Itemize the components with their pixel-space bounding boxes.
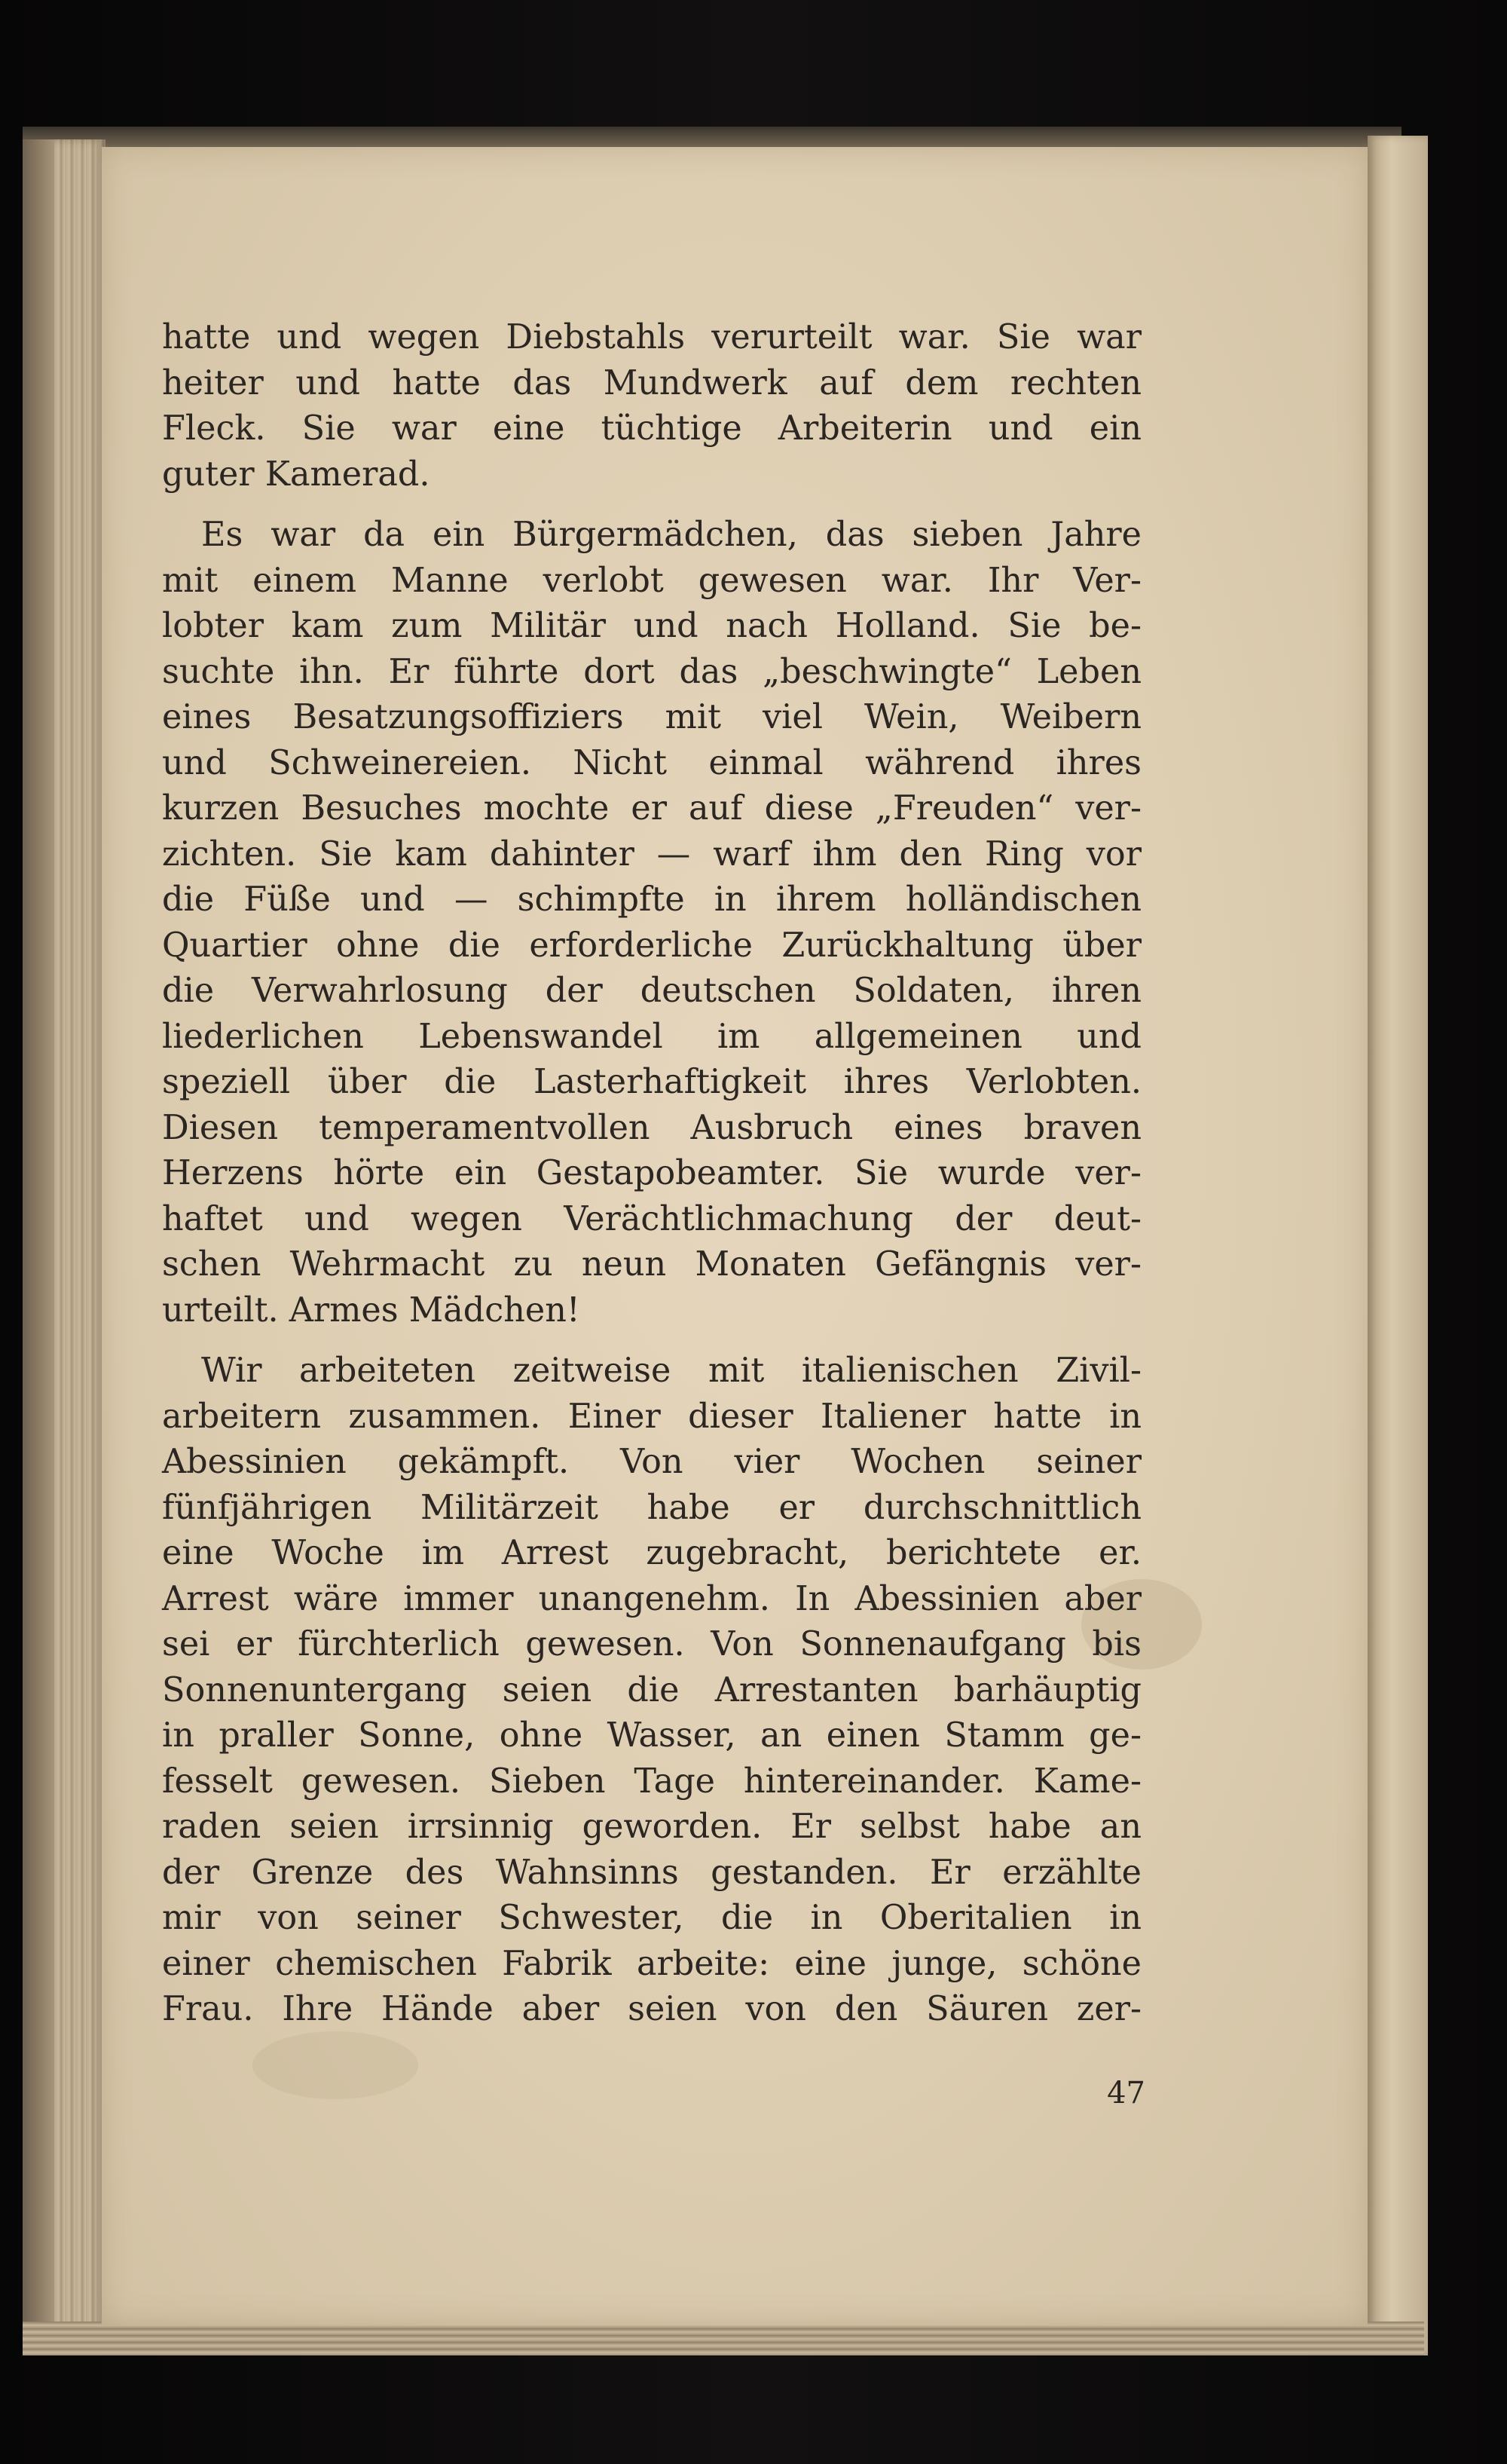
paragraph-gap [162, 497, 1142, 513]
text-line: Wir arbeiteten zeitweise mit italienischen Zivil- [201, 1351, 1142, 1390]
text-line: haftet und wegen Verächtlichmachung der deut- [162, 1199, 1142, 1238]
text-line: heiter und hatte das Mundwerk auf dem rechten [162, 363, 1142, 403]
text-line: Herzens hörte ein Gestapobeamter. Sie wurde ver- [162, 1154, 1142, 1192]
book-left-edge [23, 139, 105, 2348]
text-line: Es war da ein Bürgermädchen, das sieben Jahre [201, 516, 1142, 554]
text-line: Abessinien gekämpft. Von vier Wochen seiner [162, 1443, 1142, 1481]
page-number: 47 [1107, 2076, 1145, 2110]
text-line: eines Besatzungsoffiziers mit viel Wein, Weibern [162, 698, 1142, 736]
text-line: fesselt gewesen. Sieben Tage hintereinander. Kame- [162, 1762, 1142, 1801]
text-line: mit einem Manne verlobt gewesen war. Ihr Ver- [162, 561, 1142, 600]
text-line: hatte und wegen Diebstahls verurteilt war. Sie war [162, 318, 1142, 357]
text-line: sei er fürchterlich gewesen. Von Sonnenaufgang bis [162, 1625, 1142, 1664]
text-line: Sonnenuntergang seien die Arrestanten barhäuptig [162, 1670, 1142, 1709]
text-line: eine Woche im Arrest zugebracht, berichtete er. [162, 1534, 1142, 1572]
text-line: mir von seiner Schwester, die in Oberitalien in [162, 1899, 1142, 1937]
text-line: zichten. Sie kam dahinter — warf ihm den Ring vor [162, 834, 1142, 874]
book-bottom-edge [23, 2322, 1424, 2355]
text-line: einer chemischen Fabrik arbeite: eine junge, schöne [162, 1944, 1142, 1983]
book-spine-band [23, 139, 54, 2348]
text-line: lobter kam zum Militär und nach Holland. Sie be- [162, 607, 1142, 645]
text-line: Frau. Ihre Hände aber seien von den Säuren zer- [162, 1990, 1142, 2028]
text-line: Fleck. Sie war eine tüchtige Arbeiterin und ein [162, 409, 1142, 448]
text-line: die Verwahrlosung der deutschen Soldaten, ihren [162, 972, 1142, 1010]
paragraph-gap [162, 1333, 1142, 1348]
text-line: speziell über die Lasterhaftigkeit ihres Verlobten. [162, 1063, 1142, 1101]
text-line: Arrest wäre immer unangenehm. In Abessinien aber [162, 1579, 1142, 1618]
paper-stain [252, 2031, 418, 2099]
text-line: und Schweinereien. Nicht einmal während ihres [162, 743, 1142, 782]
text-line: Diesen temperamentvollen Ausbruch eines braven [162, 1108, 1142, 1147]
text-line: guter Kamerad. [162, 455, 430, 494]
book-right-edge [1368, 136, 1428, 2355]
text-line: arbeitern zusammen. Einer dieser Italiener hatte in [162, 1397, 1142, 1436]
text-line: liederlichen Lebenswandel im allgemeinen und [162, 1017, 1142, 1056]
text-line: die Füße und — schimpfte in ihrem holländischen [162, 880, 1142, 919]
text-line: kurzen Besuches mochte er auf diese „Freuden“ ver- [162, 789, 1142, 828]
text-line: fünfjährigen Militärzeit habe er durchschnittlich [162, 1488, 1142, 1527]
text-line: der Grenze des Wahnsinns gestanden. Er erzählte [162, 1853, 1142, 1892]
text-line: in praller Sonne, ohne Wasser, an einen Stamm ge- [162, 1716, 1142, 1755]
text-line: urteilt. Armes Mädchen! [162, 1290, 580, 1330]
text-line: suchte ihn. Er führte dort das „beschwingte“ Leben [162, 652, 1142, 691]
text-line: schen Wehrmacht zu neun Monaten Gefängnis ver- [162, 1245, 1142, 1284]
text-line: raden seien irrsinnig geworden. Er selbst habe an [162, 1807, 1142, 1846]
page-body-text [162, 315, 1142, 2033]
text-line: Quartier ohne die erforderliche Zurückhaltung über [162, 926, 1142, 965]
